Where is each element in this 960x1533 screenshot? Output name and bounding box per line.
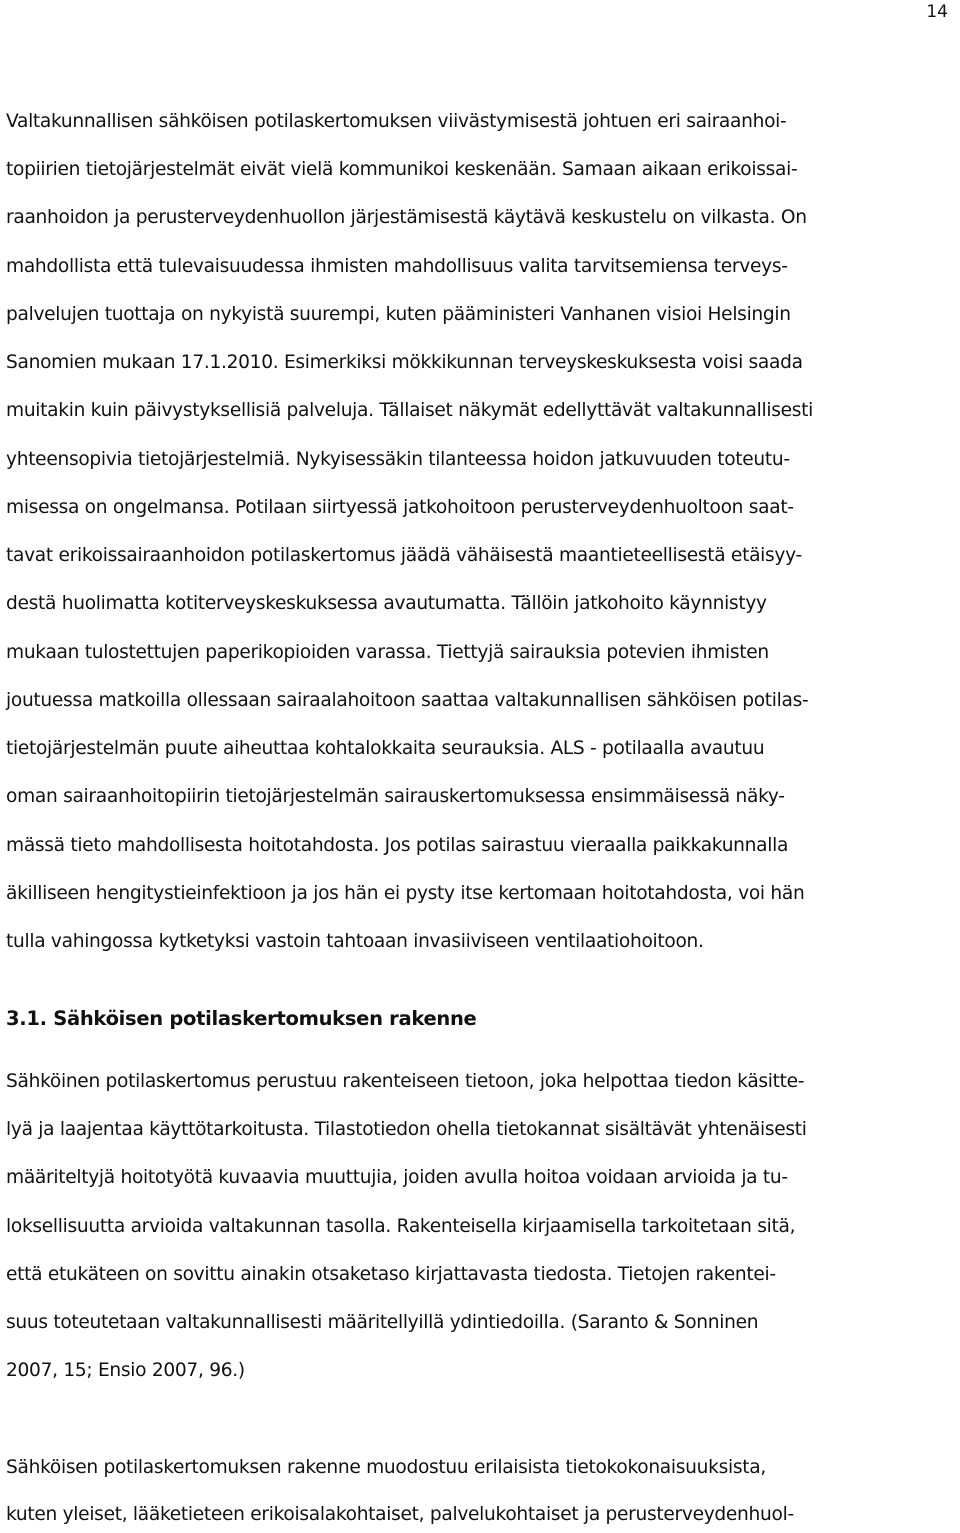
section-heading: 3.1. Sähköisen potilaskertomuksen rakenne — [6, 1007, 477, 1030]
text-line: 2007, 15; Ensio 2007, 96.) — [6, 1360, 245, 1381]
text-line: tietojärjestelmän puute aiheuttaa kohtalokkaita seurauksia. ALS - potilaalla avautuu — [6, 738, 765, 759]
text-line: palvelujen tuottaja on nykyistä suurempi, kuten pääministeri Vanhanen visioi Helsingin — [6, 304, 791, 325]
page-number: 14 — [926, 2, 948, 22]
text-line: raanhoidon ja perusterveydenhuollon järjestämisestä käytävä keskustelu on vilkasta. On — [6, 207, 807, 228]
text-line: äkilliseen hengitystieinfektioon ja jos hän ei pysty itse kertomaan hoitotahdosta, voi hän — [6, 883, 805, 904]
text-line: muitakin kuin päivystyksellisiä palveluja. Tällaiset näkymät edellyttävät valtakunnallisesti — [6, 400, 814, 421]
text-line: destä huolimatta kotiterveyskeskuksessa avautumatta. Tällöin jatkohoito käynnistyy — [6, 593, 767, 614]
text-line: määriteltyjä hoitotyötä kuvaavia muuttujia, joiden avulla hoitoa voidaan arvioida ja tu- — [6, 1167, 788, 1188]
text-line: topiirien tietojärjestelmät eivät vielä kommunikoi keskenään. Samaan aikaan erikoissai- — [6, 159, 798, 180]
text-line: oman sairaanhoitopiirin tietojärjestelmän sairauskertomuksessa ensimmäisessä näky- — [6, 786, 785, 807]
text-line: Sanomien mukaan 17.1.2010. Esimerkiksi mökkikunnan terveyskeskuksesta voisi saada — [6, 352, 803, 373]
text-line: suus toteutetaan valtakunnallisesti määritellyillä ydintiedoilla. (Saranto & Sonninen — [6, 1312, 759, 1333]
text-line: lyä ja laajentaa käyttötarkoitusta. Tilastotiedon ohella tietokannat sisältävät yhtenäisesti — [6, 1119, 807, 1140]
text-line: misessa on ongelmansa. Potilaan siirtyessä jatkohoitoon perusterveydenhuoltoon saat- — [6, 497, 794, 518]
text-line: että etukäteen on sovittu ainakin otsaketaso kirjattavasta tiedosta. Tietojen rakentei- — [6, 1264, 776, 1285]
text-line: tavat erikoissairaanhoidon potilaskertomus jäädä vähäisestä maantieteellisestä etäisyy- — [6, 545, 802, 566]
text-line: joutuessa matkoilla ollessaan sairaalahoitoon saattaa valtakunnallisen sähköisen potilas- — [6, 690, 809, 711]
text-line: yhteensopivia tietojärjestelmiä. Nykyisessäkin tilanteessa hoidon jatkuvuuden toteutu- — [6, 449, 790, 470]
text-line: kuten yleiset, lääketieteen erikoisalakohtaiset, palvelukohtaiset ja perusterveydenhuol- — [6, 1504, 794, 1525]
text-line: loksellisuutta arvioida valtakunnan tasolla. Rakenteisella kirjaamisella tarkoitetaan sitä, — [6, 1216, 796, 1237]
text-line: mukaan tulostettujen paperikopioiden varassa. Tiettyjä sairauksia potevien ihmisten — [6, 642, 769, 663]
text-line: mahdollista että tulevaisuudessa ihmisten mahdollisuus valita tarvitsemiensa terveys- — [6, 256, 788, 277]
text-line: Sähköinen potilaskertomus perustuu rakenteiseen tietoon, joka helpottaa tiedon käsitte- — [6, 1071, 805, 1092]
text-line: tulla vahingossa kytketyksi vastoin tahtoaan invasiiviseen ventilaatiohoitoon. — [6, 931, 704, 952]
text-line: Sähköisen potilaskertomuksen rakenne muodostuu erilaisista tietokokonaisuuksista, — [6, 1457, 766, 1478]
text-line: mässä tieto mahdollisesta hoitotahdosta. Jos potilas sairastuu vieraalla paikkakunnalla — [6, 835, 789, 856]
text-line: Valtakunnallisen sähköisen potilaskertomuksen viivästymisestä johtuen eri sairaanhoi- — [6, 111, 787, 132]
